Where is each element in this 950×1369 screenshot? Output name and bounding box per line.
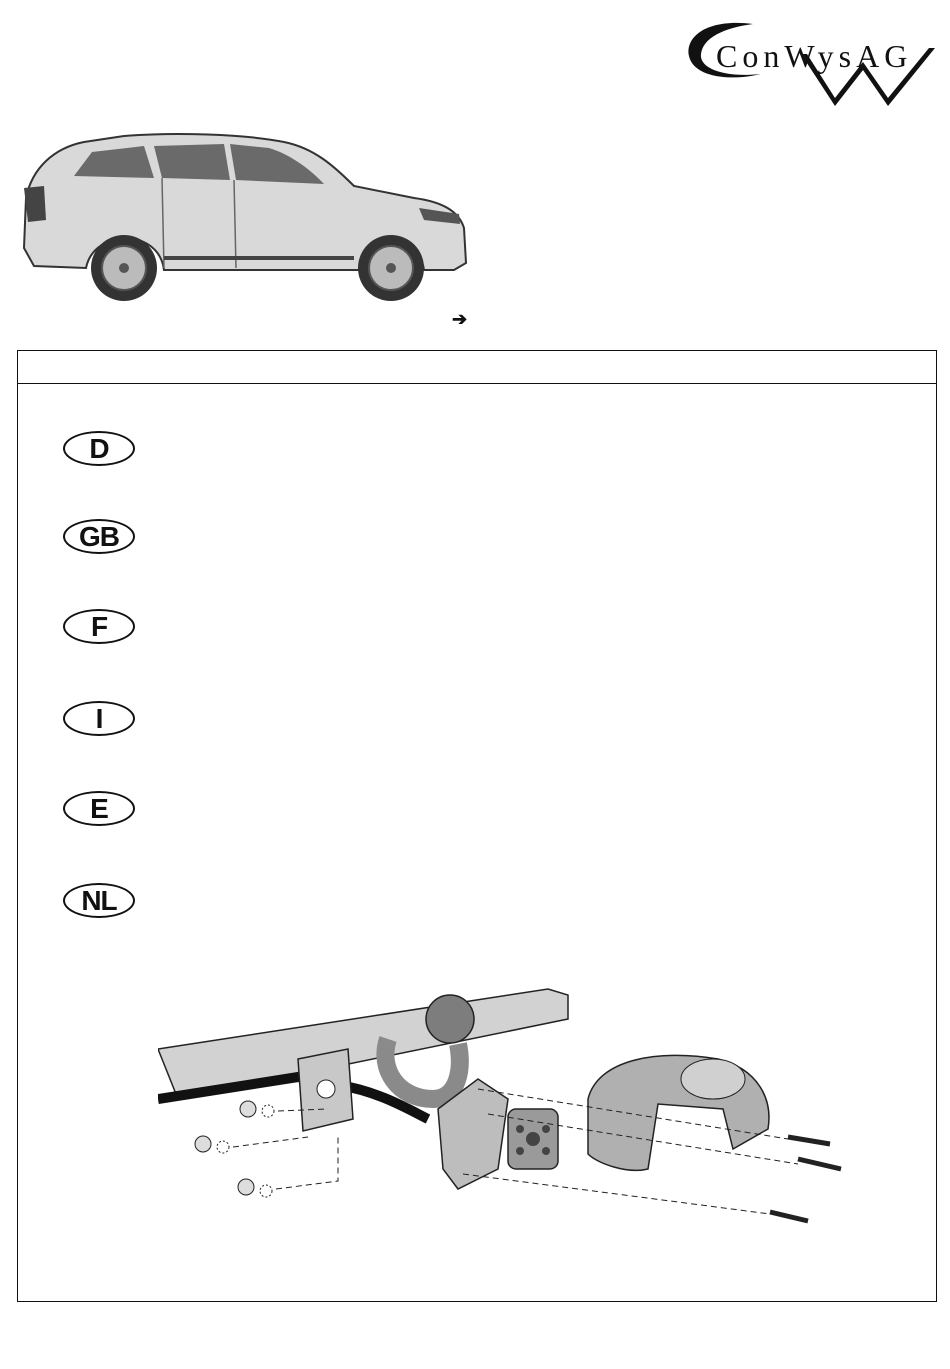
frame-header <box>18 351 936 384</box>
language-badge-nl: NL <box>63 883 135 918</box>
language-badge-f: F <box>63 609 135 644</box>
language-badge-i: I <box>63 701 135 736</box>
arrow-right-icon: ➔ <box>452 309 468 329</box>
towbar-socket-assembly-diagram <box>158 959 858 1289</box>
language-badge-gb: GB <box>63 519 135 554</box>
language-badge-e: E <box>63 791 135 826</box>
language-badge-d: D <box>63 431 135 466</box>
logo-wordmark: ConWysAG <box>716 38 913 74</box>
suv-side-view-image <box>14 128 474 308</box>
content-frame <box>17 350 937 1302</box>
